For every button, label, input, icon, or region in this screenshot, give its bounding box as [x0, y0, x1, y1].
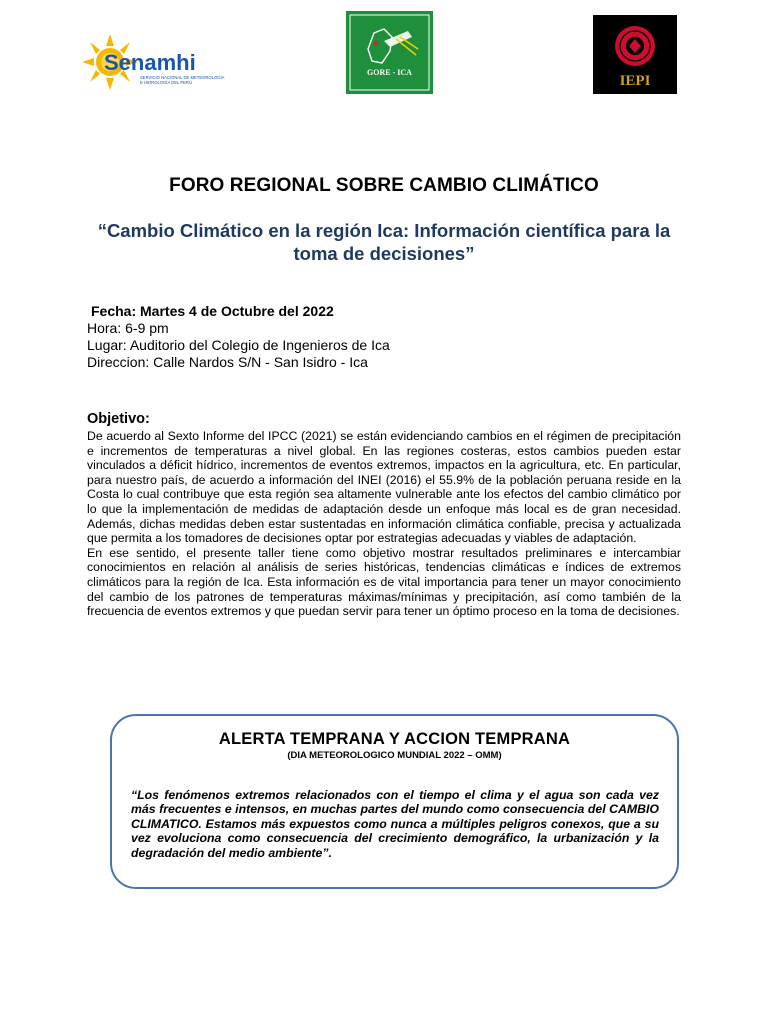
objective-paragraph-2: En ese sentido, el presente taller tiene como objetivo mostrar resultados preliminares e intercambiar conocimientos en relación al análisis de series históricas, tendencias climáticas e índices de extremos climáticos para la región de Ica. Esta información es de vital importancia para tener un mayor conocimiento del cambio de los patrones de temperaturas máximas/mínimas y precipitación, así como también de la frecuencia de eventos extremos y que puedan servir para tener un óptimo proceso en la toma de decisiones.	[87, 545, 681, 619]
forum-title: FORO REGIONAL SOBRE CAMBIO CLIMÁTICO	[169, 175, 599, 196]
iepi-logo	[593, 15, 677, 94]
event-address: Direccion: Calle Nardos S/N - San Isidro - Ica	[87, 354, 368, 370]
svg-text:E HIDROLOGÍA DEL PERÚ: E HIDROLOGÍA DEL PERÚ	[140, 80, 192, 85]
event-details	[87, 303, 687, 371]
alert-subtitle: (DIA METEOROLOGICO MUNDIAL 2022 – OMM)	[287, 750, 502, 761]
objective-body	[87, 429, 681, 619]
svg-text:Senamhi: Senamhi	[104, 50, 196, 75]
alert-title: ALERTA TEMPRANA Y ACCION TEMPRANA	[218, 730, 571, 748]
objective-heading: Objetivo:	[87, 411, 150, 427]
alert-box	[110, 714, 679, 889]
event-venue: Lugar: Auditorio del Colegio de Ingenieros de Ica	[87, 337, 390, 353]
event-date: Fecha: Martes 4 de Octubre del 2022	[91, 303, 334, 319]
svg-text:GORE - ICA: GORE - ICA	[367, 68, 412, 77]
gore-ica-logo	[346, 11, 433, 94]
seal-icon	[615, 26, 655, 66]
alert-quote: “Los fenómenos extremos relacionados con el tiempo el clima y el agua son cada vez más frecuentes e intensos, en muchas partes del mundo como consecuencia del CAMBIO CLIMATICO. Estamos más expuestos como nunca a múltiples peligros conexos, que a su vez evoluciona como consecuencia del crecimiento demográfico, la urbanización y la degradación del medio ambiente”.	[131, 788, 659, 860]
forum-subtitle: “Cambio Climático en la región Ica: Información científica para la toma de decisiones”	[97, 220, 671, 264]
svg-text:IEPI: IEPI	[619, 73, 651, 89]
senamhi-logo	[82, 32, 227, 94]
svg-text:SERVICIO NACIONAL DE METEOROLO: SERVICIO NACIONAL DE METEOROLOGÍA	[140, 75, 225, 80]
event-time: Hora: 6-9 pm	[87, 320, 169, 336]
objective-paragraph-1: De acuerdo al Sexto Informe del IPCC (2021) se están evidenciando cambios en el régimen de precipitación e incrementos de temperaturas a nivel global. En las regiones costeras, estos cambios pueden estar vinculados a déficit hídrico, incrementos de eventos extremos, impactos en la agricultura, etc. En particular, para nuestro país, de acuerdo a información del INEI (2016) el 55.9% de la población peruana reside en la Costa lo cual contribuye que esta región sea altamente vulnerable ante los efectos del cambio climático por lo que la implementación de medidas de adaptación desde un enfoque más local es de gran necesidad. Además, dichas medidas deben estar sustentadas en información climática confiable, precisa y actualizada que permita a los tomadores de decisiones optar por estrategias adecuadas y viables de adaptación.	[87, 429, 681, 546]
